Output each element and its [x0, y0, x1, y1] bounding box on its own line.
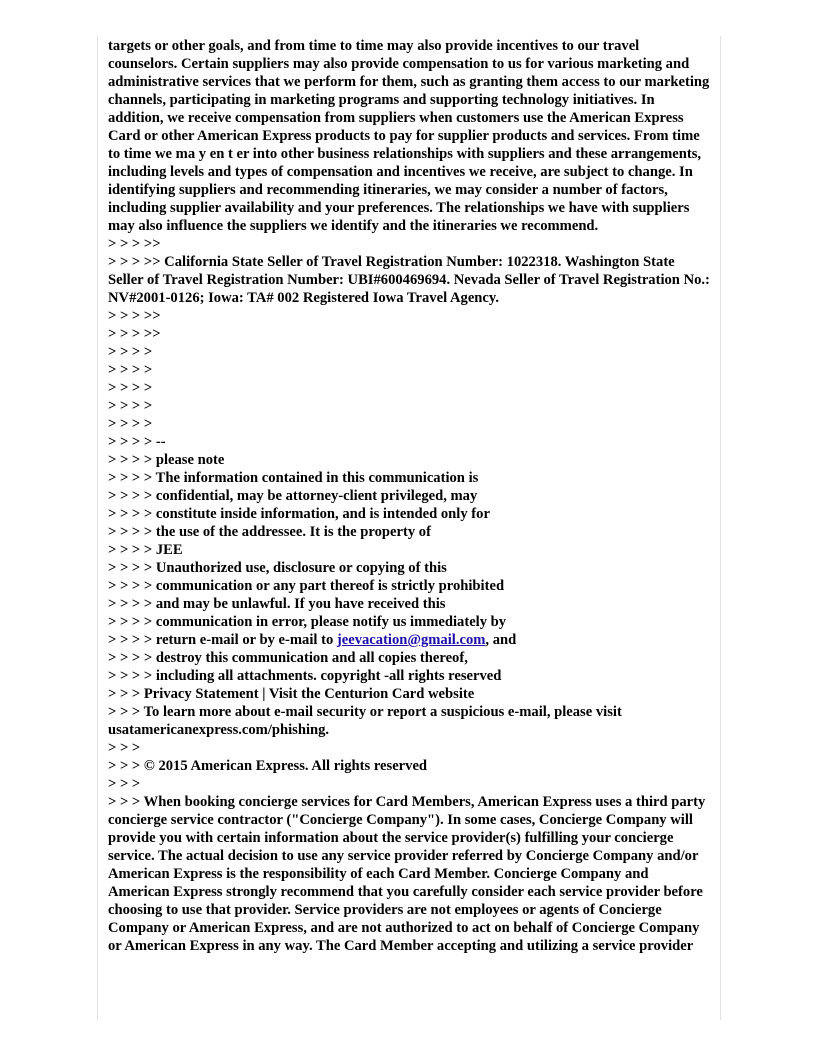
quote-line: > > > >	[108, 344, 153, 360]
quote-line: > > > >>	[108, 236, 161, 252]
notice-line: > > > > The information contained in this communication is	[108, 470, 479, 486]
notice-line: > > > > JEE	[108, 542, 183, 558]
copyright-line: > > > © 2015 American Express. All rights reserved	[108, 758, 428, 774]
notice-line: > > > > and may be unlawful. If you have received this	[108, 596, 446, 612]
email-body	[108, 37, 712, 955]
notice-line: > > > > communication in error, please notify us immediately by	[108, 614, 507, 630]
quote-line: > > > >>	[108, 308, 161, 324]
notice-line: > > > > please note	[108, 452, 225, 468]
quote-line: > > > >	[108, 398, 153, 414]
notice-line: > > > > including all attachments. copyright -all rights reserved	[108, 668, 502, 684]
email-line-prefix: > > > > return e-mail or by e-mail to	[108, 632, 337, 648]
quote-line: > > > >	[108, 362, 153, 378]
notice-line: > > > > confidential, may be attorney-client privileged, may	[108, 488, 478, 504]
quote-line: > > > >>	[108, 326, 161, 342]
notice-line: > > > > destroy this communication and all copies thereof,	[108, 650, 468, 666]
registration-paragraph: > > > >> California State Seller of Travel Registration Number: 1022318. Washington State Seller of Travel Registration Number: UBI#600469694. Nevada Seller of Travel Registration No.: NV#2001-0126; Iowa: TA# 002 Registered Iowa Travel Agency.	[108, 254, 710, 306]
disclosure-paragraph: targets or other goals, and from time to time may also provide incentives to our travel counselors. Certain suppliers may also provide compensation to us for various marketing and administrative services that we perform for them, such as granting them access to our marketing channels, participating in marketing programs and supporting technology initiatives. In addition, we receive compensation from suppliers when customers use the American Express Card or other American Express products to pay for supplier products and services. From time to time we ma y en t er into other business relationships with suppliers and these arrangements, including levels and types of compensation and incentives we receive, are subject to change. In identifying suppliers and recommending itineraries, we may consider a number of factors, including supplier availability and your preferences. The relationships we have with suppliers may also influence the suppliers we identify and the itineraries we recommend.	[108, 38, 710, 234]
quote-line: > > >	[108, 740, 141, 756]
notice-line: > > > > the use of the addressee. It is the property of	[108, 524, 431, 540]
notice-line: > > > > constitute inside information, and is intended only for	[108, 506, 490, 522]
quote-line: > > >	[108, 776, 141, 792]
email-link[interactable]: jeevacation@gmail.com	[336, 632, 486, 648]
email-line-suffix: , and	[485, 632, 517, 648]
privacy-line: > > > Privacy Statement | Visit the Centurion Card website	[108, 686, 475, 702]
concierge-paragraph: > > > When booking concierge services for Card Members, American Express uses a third party concierge service contractor ("Concierge Company"). In some cases, Concierge Company will provide you with certain information about the service provider(s) fulfilling your concierge service. The actual decision to use any service provider referred by Concierge Company and/or American Express is the responsibility of each Card Member. Concierge Company and American Express strongly recommend that you carefully consider each service provider before choosing to use that provider. Service providers are not employees or agents of Concierge Company or American Express, and are not authorized to act on behalf of Concierge Company or American Express in any way. The Card Member accepting and utilizing a service provider	[108, 794, 706, 954]
quote-line: > > > >	[108, 380, 153, 396]
quote-line: > > > >	[108, 416, 153, 432]
security-line: > > > To learn more about e-mail security or report a suspicious e-mail, please visit usatamericanexpress.com/phishing.	[108, 704, 622, 738]
signature-separator: > > > > --	[108, 434, 166, 450]
notice-line: > > > > communication or any part thereof is strictly prohibited	[108, 578, 505, 594]
notice-email-line	[108, 631, 712, 649]
notice-line: > > > > Unauthorized use, disclosure or copying of this	[108, 560, 447, 576]
